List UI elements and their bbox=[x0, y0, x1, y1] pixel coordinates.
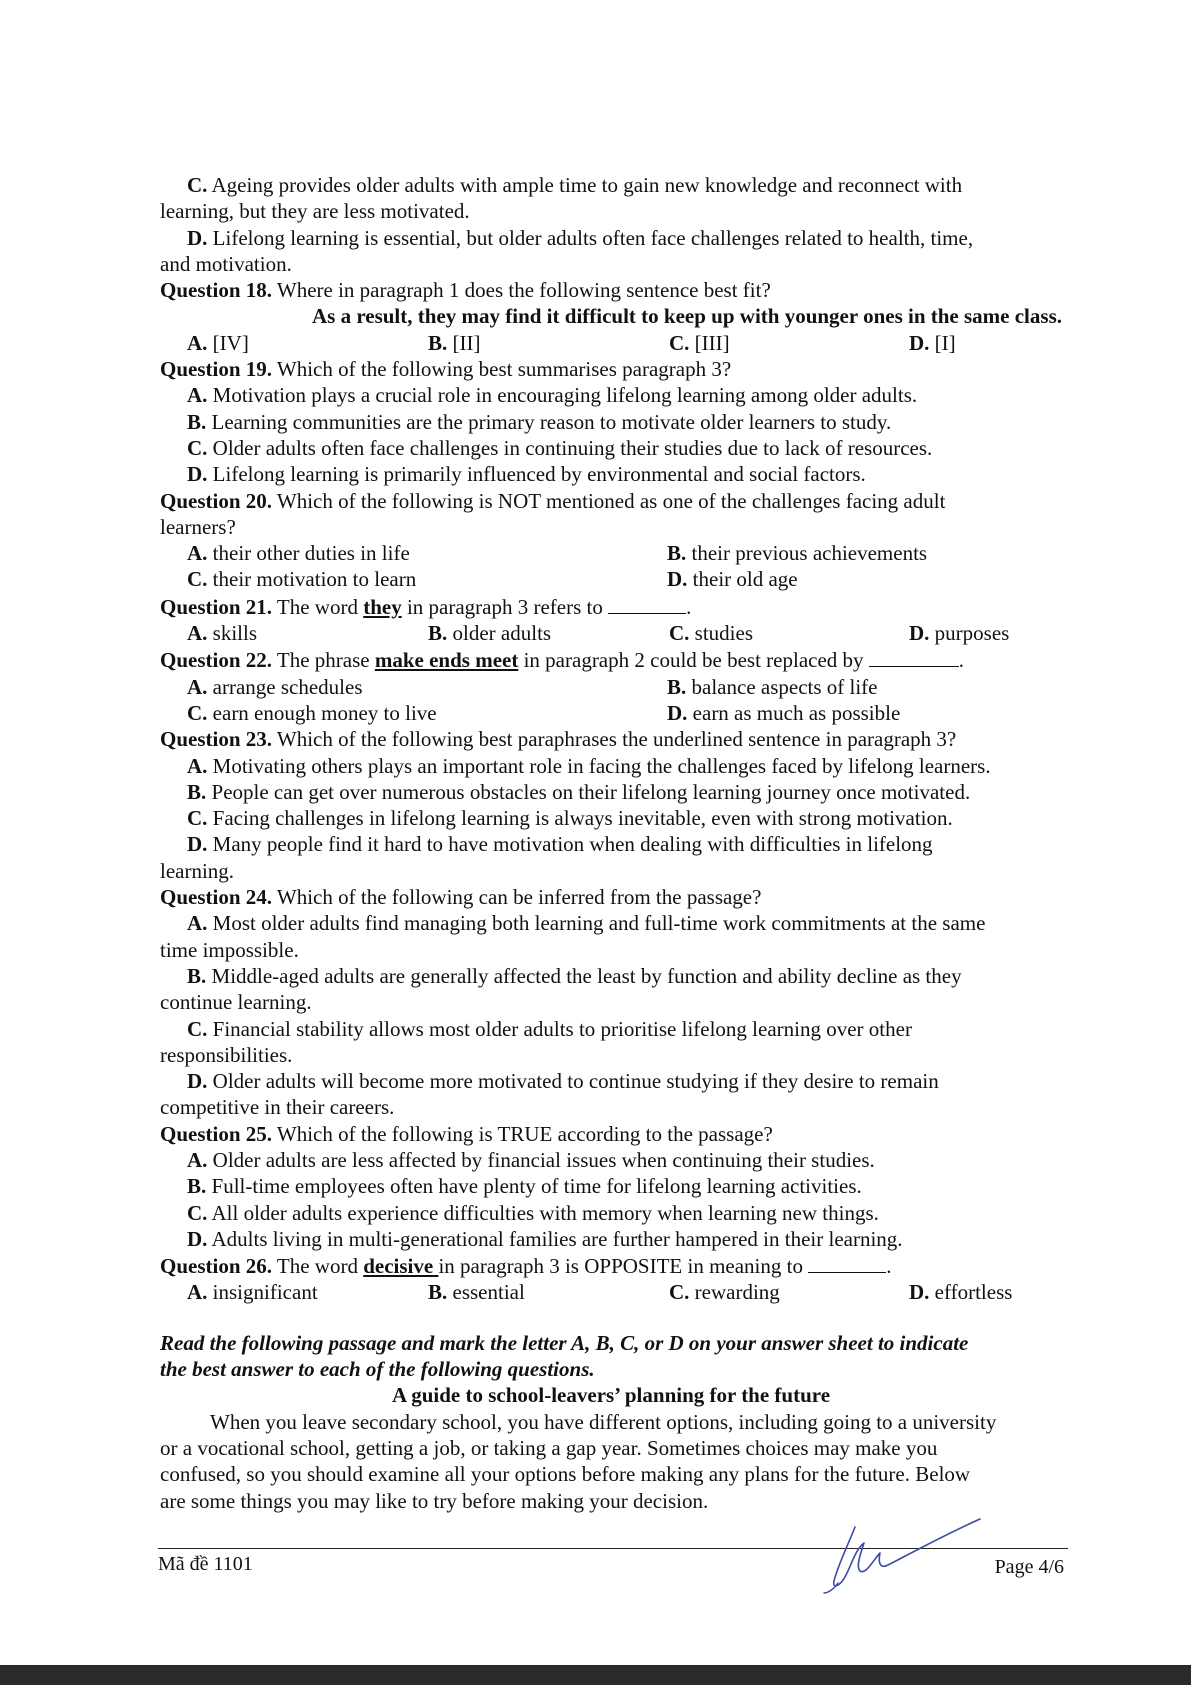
q26-option-c bbox=[669, 1279, 909, 1305]
option-text: Most older adults find managing both learning and full-time work commitments at the same bbox=[212, 911, 986, 936]
option-letter: A. bbox=[187, 621, 208, 646]
question-number: Question 26. bbox=[160, 1254, 273, 1279]
q24-text: Which of the following can be inferred from the passage? bbox=[276, 885, 762, 910]
option-text: their other duties in life bbox=[212, 541, 410, 566]
section-directions bbox=[160, 1330, 1062, 1383]
q21-option-a bbox=[187, 620, 428, 646]
exam-page-body bbox=[160, 172, 1062, 1514]
option-text: their previous achievements bbox=[691, 541, 928, 566]
answer-blank bbox=[869, 646, 959, 667]
q25-stem bbox=[160, 1121, 1062, 1147]
passage-line-3: confused, so you should examine all your options before making any plans for the future. Below bbox=[160, 1462, 971, 1487]
option-text: [II] bbox=[452, 330, 481, 355]
period: . bbox=[886, 1254, 892, 1279]
q20-text: Which of the following is NOT mentioned as one of the challenges facing adult bbox=[276, 488, 946, 513]
q18-insert-sentence: As a result, they may find it difficult to keep up with younger ones in the same class. bbox=[311, 304, 1062, 329]
option-text: Motivating others plays an important role in facing the challenges faced by lifelong learners. bbox=[212, 753, 991, 778]
option-text: earn as much as possible bbox=[692, 700, 901, 725]
q17-option-d-cont: and motivation. bbox=[160, 251, 292, 276]
q22-options-row1 bbox=[160, 674, 1062, 700]
q25-option-a bbox=[160, 1147, 1062, 1173]
option-text: studies bbox=[694, 621, 754, 646]
q18-option-b bbox=[428, 330, 669, 356]
q23-option-d bbox=[160, 831, 1062, 857]
option-text: rewarding bbox=[694, 1280, 780, 1305]
option-text: purposes bbox=[934, 621, 1010, 646]
q22-option-b bbox=[667, 674, 878, 700]
option-text: Older adults are less affected by financial issues when continuing their studies. bbox=[212, 1147, 875, 1172]
q26-stem bbox=[160, 1252, 1062, 1279]
q25-option-b bbox=[160, 1173, 1062, 1199]
option-text: Full-time employees often have plenty of time for lifelong learning activities. bbox=[211, 1174, 862, 1199]
q18-text: Where in paragraph 1 does the following sentence best fit? bbox=[276, 278, 771, 303]
q24-option-b bbox=[160, 963, 1062, 989]
option-text: their motivation to learn bbox=[212, 567, 417, 592]
option-text: skills bbox=[212, 621, 258, 646]
q25-option-c bbox=[160, 1200, 1062, 1226]
option-text: effortless bbox=[934, 1280, 1013, 1305]
option-text: Older adults will become more motivated to continue studying if they desire to remain bbox=[212, 1069, 939, 1094]
option-text: earn enough money to live bbox=[212, 700, 437, 725]
q24-option-c-cont: responsibilities. bbox=[160, 1042, 293, 1067]
option-letter: D. bbox=[187, 1069, 208, 1094]
q21-text-post: in paragraph 3 refers to bbox=[406, 594, 603, 619]
q19-option-d bbox=[160, 461, 1062, 487]
q21-option-b bbox=[428, 620, 669, 646]
scan-bottom-edge bbox=[0, 1665, 1191, 1685]
option-letter: D. bbox=[187, 225, 208, 250]
option-letter: D. bbox=[187, 462, 208, 487]
option-letter: A. bbox=[187, 911, 208, 936]
q20-stem bbox=[160, 488, 1062, 514]
q20-option-d bbox=[667, 566, 798, 592]
option-letter: C. bbox=[187, 700, 208, 725]
directions-line-1: Read the following passage and mark the letter A, B, C, or D on your answer sheet to indicate bbox=[160, 1330, 969, 1355]
q26-option-d bbox=[909, 1279, 1012, 1305]
option-text: [IV] bbox=[212, 330, 249, 355]
option-letter: B. bbox=[187, 1174, 207, 1199]
option-letter: D. bbox=[909, 621, 930, 646]
page-number: Page 4/6 bbox=[994, 1556, 1064, 1578]
option-letter: C. bbox=[669, 330, 690, 355]
q26-options bbox=[160, 1279, 1062, 1305]
question-number: Question 21. bbox=[160, 594, 273, 619]
option-letter: B. bbox=[428, 1280, 448, 1305]
question-number: Question 20. bbox=[160, 488, 273, 513]
question-number: Question 24. bbox=[160, 885, 273, 910]
option-text: Facing challenges in lifelong learning is always inevitable, even with strong motivation. bbox=[212, 806, 953, 831]
q24-option-d-cont: competitive in their careers. bbox=[160, 1095, 395, 1120]
q20-option-a bbox=[187, 540, 667, 566]
option-letter: A. bbox=[187, 383, 208, 408]
option-text: Older adults often face challenges in continuing their studies due to lack of resources. bbox=[212, 435, 933, 460]
option-text: Lifelong learning is primarily influenced by environmental and social factors. bbox=[212, 462, 866, 487]
q17-option-d-text: Lifelong learning is essential, but older adults often face challenges related to health, time, bbox=[212, 225, 974, 250]
option-letter: D. bbox=[667, 700, 688, 725]
q20-option-c bbox=[187, 566, 667, 592]
option-letter: C. bbox=[187, 173, 208, 197]
q26-key-word: decisive bbox=[363, 1254, 439, 1279]
option-letter: B. bbox=[667, 674, 687, 699]
q18-option-c bbox=[669, 330, 909, 356]
q17-option-c-cont: learning, but they are less motivated. bbox=[160, 199, 470, 224]
q26-option-a bbox=[187, 1279, 428, 1305]
passage-line-4: are some things you may like to try before making your decision. bbox=[160, 1488, 709, 1513]
passage-title: A guide to school-leavers’ planning for the future bbox=[391, 1383, 831, 1408]
option-text: older adults bbox=[452, 621, 552, 646]
option-letter: D. bbox=[909, 330, 930, 355]
option-text: [I] bbox=[934, 330, 956, 355]
q19-stem bbox=[160, 356, 1062, 382]
q22-option-d bbox=[667, 700, 900, 726]
q21-text-pre: The word bbox=[276, 594, 358, 619]
option-text: Middle-aged adults are generally affected the least by function and ability decline as they bbox=[211, 963, 962, 988]
option-text: Financial stability allows most older adults to prioritise lifelong learning over other bbox=[212, 1016, 912, 1041]
option-text: insignificant bbox=[212, 1280, 318, 1305]
exam-code: Mã đề 1101 bbox=[158, 1553, 253, 1575]
option-text: essential bbox=[452, 1280, 525, 1305]
q26-text-pre: The word bbox=[276, 1254, 358, 1279]
q20-option-b bbox=[667, 540, 927, 566]
option-letter: B. bbox=[428, 621, 448, 646]
option-letter: B. bbox=[428, 330, 448, 355]
q23-option-a bbox=[160, 753, 1062, 779]
q26-option-b bbox=[428, 1279, 669, 1305]
question-number: Question 23. bbox=[160, 727, 273, 752]
q20-options-row2 bbox=[160, 566, 1062, 592]
answer-blank bbox=[608, 593, 686, 614]
q19-text: Which of the following best summarises paragraph 3? bbox=[276, 357, 732, 382]
q23-option-c bbox=[160, 805, 1062, 831]
q18-option-a bbox=[187, 330, 428, 356]
q19-option-c bbox=[160, 435, 1062, 461]
question-number: Question 22. bbox=[160, 648, 273, 673]
option-text: People can get over numerous obstacles on their lifelong learning journey once motivated. bbox=[211, 779, 971, 804]
option-text: their old age bbox=[692, 567, 798, 592]
q22-text-post: in paragraph 2 could be best replaced by bbox=[523, 648, 864, 673]
q22-option-c bbox=[187, 700, 667, 726]
option-text: arrange schedules bbox=[212, 674, 363, 699]
q23-stem bbox=[160, 726, 1062, 752]
q24-option-c bbox=[160, 1016, 1062, 1042]
q18-options bbox=[160, 330, 1062, 356]
q25-option-d bbox=[160, 1226, 1062, 1252]
q22-stem bbox=[160, 646, 1062, 673]
q24-option-a-cont: time impossible. bbox=[160, 937, 299, 962]
q17-option-c-text: Ageing provides older adults with ample time to gain new knowledge and reconnect with bbox=[211, 173, 963, 197]
period: . bbox=[686, 594, 692, 619]
q22-option-a bbox=[187, 674, 667, 700]
option-letter: C. bbox=[187, 567, 208, 592]
q26-text-post: in paragraph 3 is OPPOSITE in meaning to bbox=[438, 1254, 803, 1279]
option-letter: D. bbox=[667, 567, 688, 592]
question-number: Question 25. bbox=[160, 1121, 273, 1146]
question-number: Question 19. bbox=[160, 357, 273, 382]
option-letter: B. bbox=[187, 779, 207, 804]
option-letter: C. bbox=[187, 1200, 208, 1225]
q25-text: Which of the following is TRUE according to the passage? bbox=[276, 1121, 773, 1146]
directions-line-2: the best answer to each of the following questions. bbox=[160, 1357, 595, 1382]
period: . bbox=[958, 648, 965, 673]
option-letter: C. bbox=[187, 806, 208, 831]
option-letter: C. bbox=[187, 1016, 208, 1041]
q18-option-d bbox=[909, 330, 956, 356]
q20-options-row1 bbox=[160, 540, 1062, 566]
q20-stem-cont: learners? bbox=[160, 514, 236, 539]
q24-option-b-cont: continue learning. bbox=[160, 990, 312, 1015]
option-letter: A. bbox=[187, 541, 208, 566]
option-text: [III] bbox=[694, 330, 730, 355]
q17-option-c bbox=[160, 172, 1062, 198]
q21-options bbox=[160, 620, 1062, 646]
q21-key-word: they bbox=[363, 594, 402, 619]
answer-blank bbox=[808, 1252, 886, 1273]
q17-option-d bbox=[160, 225, 1062, 251]
option-letter: D. bbox=[187, 1226, 208, 1251]
q18-stem bbox=[160, 277, 1062, 303]
option-letter: D. bbox=[187, 832, 208, 857]
option-letter: A. bbox=[187, 1147, 208, 1172]
signature-image bbox=[820, 1515, 990, 1595]
q21-option-d bbox=[909, 620, 1009, 646]
q19-option-b bbox=[160, 409, 1062, 435]
option-letter: D. bbox=[909, 1280, 930, 1305]
passage-line-2: or a vocational school, getting a job, or taking a gap year. Sometimes choices may make you bbox=[160, 1435, 938, 1460]
option-letter: C. bbox=[669, 1280, 690, 1305]
option-letter: C. bbox=[669, 621, 690, 646]
passage-line-1: When you leave secondary school, you have different options, including going to a university bbox=[210, 1409, 997, 1434]
option-letter: C. bbox=[187, 435, 208, 460]
option-letter: B. bbox=[187, 963, 207, 988]
option-letter: A. bbox=[187, 674, 208, 699]
option-text: Learning communities are the primary reason to motivate older learners to study. bbox=[211, 409, 892, 434]
q24-option-a bbox=[160, 910, 1062, 936]
q24-option-d bbox=[160, 1068, 1062, 1094]
q21-option-c bbox=[669, 620, 909, 646]
q22-options-row2 bbox=[160, 700, 1062, 726]
option-letter: B. bbox=[187, 409, 207, 434]
q24-stem bbox=[160, 884, 1062, 910]
option-text: Motivation plays a crucial role in encouraging lifelong learning among older adults. bbox=[212, 383, 918, 408]
option-letter: B. bbox=[667, 541, 687, 566]
q23-option-b bbox=[160, 779, 1062, 805]
question-number: Question 18. bbox=[160, 278, 273, 303]
q22-text-pre: The phrase bbox=[276, 648, 370, 673]
q19-option-a bbox=[160, 382, 1062, 408]
option-text: balance aspects of life bbox=[691, 674, 878, 699]
q22-key-phrase: make ends meet bbox=[374, 648, 519, 673]
option-text: Adults living in multi-generational families are further hampered in their learning. bbox=[211, 1226, 903, 1251]
q23-text: Which of the following best paraphrases the underlined sentence in paragraph 3? bbox=[276, 727, 957, 752]
option-letter: A. bbox=[187, 753, 208, 778]
option-letter: A. bbox=[187, 1280, 208, 1305]
option-text: All older adults experience difficulties with memory when learning new things. bbox=[211, 1200, 879, 1225]
q21-stem bbox=[160, 593, 1062, 620]
q23-option-d-cont: learning. bbox=[160, 858, 235, 883]
option-text: Many people find it hard to have motivation when dealing with difficulties in lifelong bbox=[212, 832, 933, 857]
option-letter: A. bbox=[187, 330, 208, 355]
